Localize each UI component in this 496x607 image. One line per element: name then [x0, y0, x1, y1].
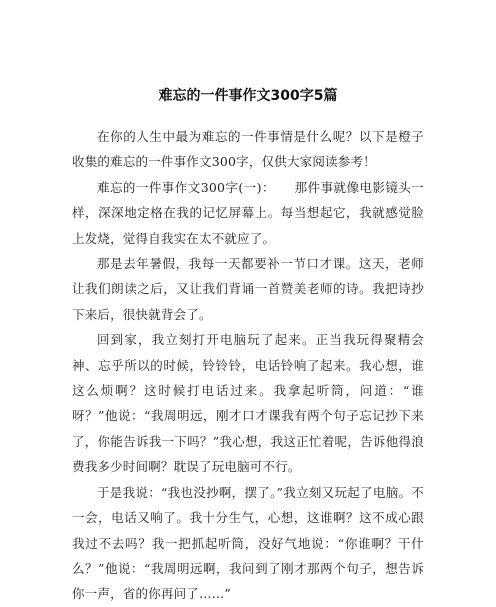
paragraph-intro: 在你的人生中最为难忘的一件事情是什么呢？以下是橙子收集的难忘的一件事作文300字，仅供大家阅读参考！	[72, 129, 424, 170]
page-title: 难忘的一件事作文300字5篇	[158, 88, 338, 104]
paragraph-essay-one-opening: 难忘的一件事作文300字(一)： 那件事就像电影镜头一样，深深地定格在我的记忆屏幕上。每当想起它，我就感觉脸上发烧，觉得自我实在太不就应了。	[72, 179, 424, 246]
paragraph-summer-class: 那是去年暑假，我每一天都要补一节口才课。这天，老师让我们朗读之后，又让我们背诵一首赞美老师的诗。我把诗抄下来后，很快就背会了。	[72, 256, 424, 322]
article-body	[72, 124, 424, 607]
paragraph-second-call: 于是我说：“我也没抄啊，摆了。”我立刻又玩起了电脑。不一会，电话又响了。我十分生气，心想，这谁啊？这不成心跟我过不去吗？我一把抓起听筒，没好气地说：“你谁啊？干什么？”他说：“我周明远啊，我问到了刚才那两个句子，想告诉你一声，省的你再问了……”	[72, 484, 424, 602]
paragraph-phone-call: 回到家，我立刻打开电脑玩了起来。正当我玩得聚精会神、忘乎所以的时候，铃铃铃，电话铃响了起来。我心想，谁这么烦啊？这时候打电话过来。我拿起听筒，问道：“谁呀？”他说：“我周明远，刚才口才课我有两个句子忘记抄下来了，你能告诉我一下吗？”我心想，我这正忙着呢，告诉他得浪费我多少时间啊？耽误了玩电脑可不行。	[72, 332, 424, 475]
